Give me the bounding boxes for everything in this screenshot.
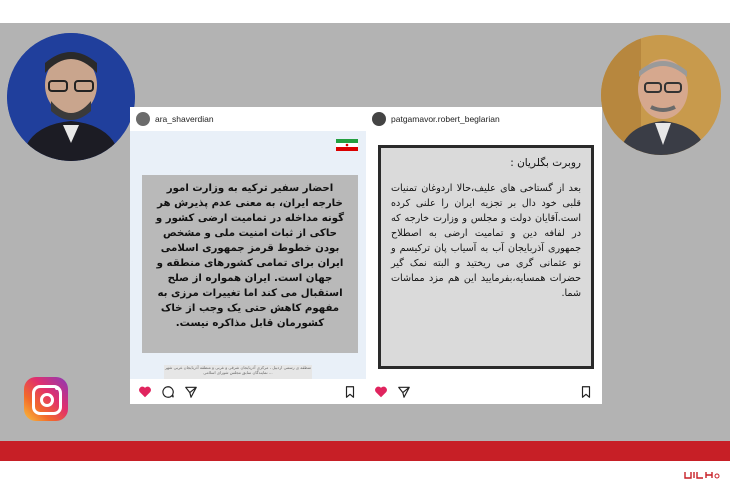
post-header	[130, 107, 366, 131]
post-media	[130, 131, 366, 379]
like-button[interactable]	[137, 384, 153, 400]
footer-red-band	[0, 441, 730, 461]
post-actions	[130, 379, 366, 404]
profile-avatar[interactable]	[372, 112, 386, 126]
post-username[interactable]: patgamavor.robert_beglarian	[391, 114, 500, 124]
iran-flag-icon	[336, 139, 358, 151]
bookmark-icon	[579, 385, 593, 399]
send-icon	[184, 385, 198, 399]
profile-avatar[interactable]	[136, 112, 150, 126]
post-card-left	[130, 107, 366, 404]
share-button[interactable]	[396, 384, 412, 400]
portrait-right-avatar	[601, 35, 721, 155]
portrait-left-avatar	[7, 33, 135, 161]
share-button[interactable]	[183, 384, 199, 400]
site-logo-icon	[684, 470, 724, 480]
post-card-right	[366, 107, 602, 404]
bookmark-icon	[343, 385, 357, 399]
quote-text: احضار سفیر ترکیه به وزارت امور خارجه ایران، به معنی عدم پذیرش هر گونه مداخله در تمامیت ارضی کشور و حاکی از ثبات امنیت ملی و مشخص بودن خطوط قرمز جمهوری اسلامی ایران برای تمامی کشورهای منطقه و جهان است. ایران همواره از صلح استقبال می کند اما تغییرات مرزی به مفهوم کاهش حتی یک وجب از خاک کشورمان قابل مذاکره نیست.	[142, 175, 358, 353]
instagram-dot	[55, 386, 59, 390]
caption-strip: منطقه ی رسمی اردبیل ، مرکزی آذربایجان شرقی و غربی و منطقه آذربایجان غربی شهر ... نمایندگان سابق مجلس شورای اسلامی	[164, 365, 312, 379]
comment-icon	[161, 385, 175, 399]
heart-icon	[138, 385, 152, 399]
instagram-icon	[24, 377, 68, 421]
send-icon	[397, 385, 411, 399]
post-header	[366, 107, 602, 131]
quote-text: بعد از گستاخی های علیف،حالا اردوغان تمنیات قلبی خود دال بر تجزیه ایران را علنی کرده است.آقایان دولت و مجلس و وزارت خارجه که در لفافه دین و تمامیت ارضی به اصطلاح جمهوری آذربایجان آب به آسیاب پان ترکیسم و نو عثمانی گری می ریختید و البته نمک گیر حضرات همسایه،بفرمایید این هم مزد مماشات شما.	[391, 183, 581, 299]
post-media	[366, 131, 602, 379]
quote-heading: روبرت بگلریان :	[510, 157, 581, 169]
save-button[interactable]	[578, 384, 594, 400]
quote-box	[378, 145, 594, 369]
like-button[interactable]	[373, 384, 389, 400]
comment-button[interactable]	[160, 384, 176, 400]
save-button[interactable]	[342, 384, 358, 400]
post-username[interactable]: ara_shaverdian	[155, 114, 214, 124]
heart-icon	[374, 385, 388, 399]
post-actions	[366, 379, 602, 404]
site-logo	[684, 470, 724, 483]
